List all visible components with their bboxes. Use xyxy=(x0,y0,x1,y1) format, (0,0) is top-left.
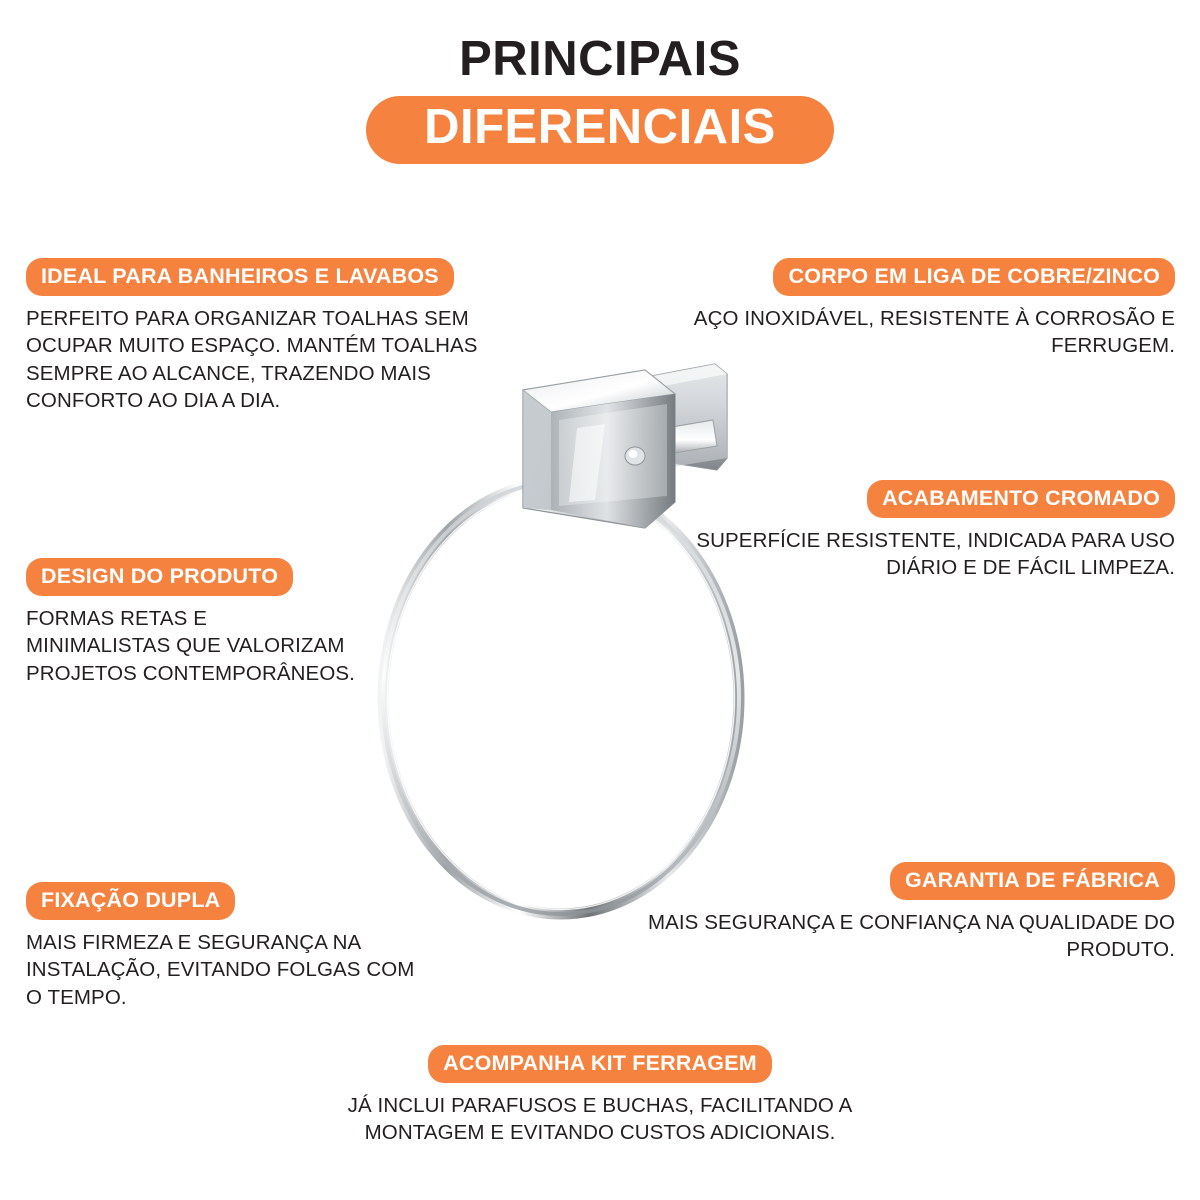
feature-text-fixacao: MAIS FIRMEZA E SEGURANÇA NA INSTALAÇÃO, EVITANDO FOLGAS COM O TEMPO. xyxy=(26,931,415,1009)
page-header xyxy=(0,34,1200,164)
feature-label-garantia: GARANTIA DE FÁBRICA xyxy=(890,862,1175,900)
feature-kit-ferragem xyxy=(300,1045,900,1147)
feature-fixacao-dupla xyxy=(26,882,426,1011)
feature-corpo-liga xyxy=(630,258,1175,360)
feature-label-kit: ACOMPANHA KIT FERRAGEM xyxy=(428,1045,772,1083)
feature-text-kit: JÁ INCLUI PARAFUSOS E BUCHAS, FACILITANDO A MONTAGEM E EVITANDO CUSTOS ADICIONAIS. xyxy=(347,1094,853,1145)
feature-acabamento-cromado xyxy=(640,480,1175,582)
feature-label-design: DESIGN DO PRODUTO xyxy=(26,558,293,596)
feature-text-garantia: MAIS SEGURANÇA E CONFIANÇA NA QUALIDADE DO PRODUTO. xyxy=(647,911,1175,962)
feature-label-corpo: CORPO EM LIGA DE COBRE/ZINCO xyxy=(773,258,1175,296)
feature-text-acabamento: SUPERFÍCIE RESISTENTE, INDICADA PARA USO DIÁRIO E DE FÁCIL LIMPEZA. xyxy=(696,529,1175,580)
feature-design-produto xyxy=(26,558,356,687)
feature-text-banheiros: PERFEITO PARA ORGANIZAR TOALHAS SEM OCUPAR MUITO ESPAÇO. MANTÉM TOALHAS SEMPRE AO ALCANCE, TRAZENDO MAIS CONFORTO AO DIA A DIA. xyxy=(26,307,478,412)
feature-text-corpo: AÇO INOXIDÁVEL, RESISTENTE À CORROSÃO E FERRUGEM. xyxy=(693,307,1175,358)
page-subtitle-pill: DIFERENCIAIS xyxy=(366,96,834,163)
feature-label-acabamento: ACABAMENTO CROMADO xyxy=(867,480,1175,518)
feature-garantia-fabrica xyxy=(640,862,1175,964)
page-title: PRINCIPAIS xyxy=(459,32,741,86)
feature-label-fixacao: FIXAÇÃO DUPLA xyxy=(26,882,235,920)
feature-label-banheiros: IDEAL PARA BANHEIROS E LAVABOS xyxy=(26,258,454,296)
feature-text-design: FORMAS RETAS E MINIMALISTAS QUE VALORIZAM PROJETOS CONTEMPORÂNEOS. xyxy=(26,607,355,685)
feature-ideal-para-banheiros xyxy=(26,258,546,414)
